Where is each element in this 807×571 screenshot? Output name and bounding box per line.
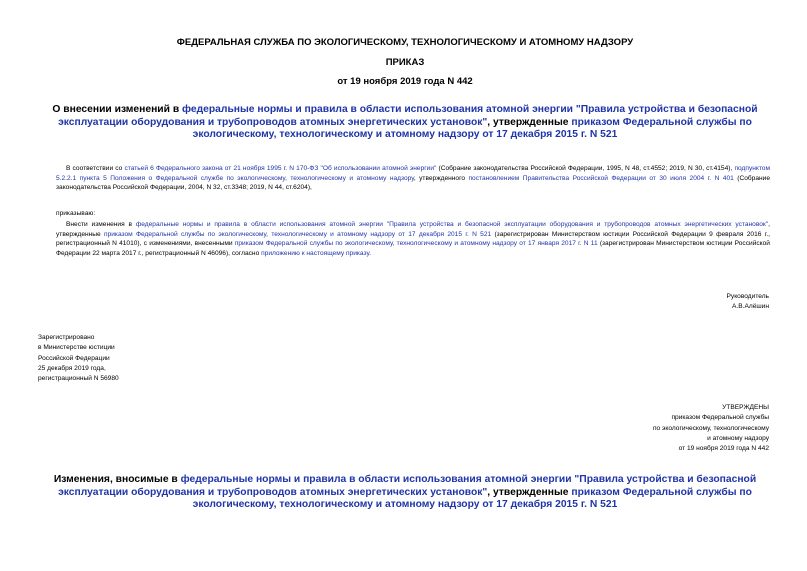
link-regulation-subclause[interactable]: подпунктом 5.2.2.1 пункта 5 Положения о Федеральной службе по экологическому, технологическому и атомному надзору bbox=[56, 165, 770, 182]
agency-name: ФЕДЕРАЛЬНАЯ СЛУЖБА ПО ЭКОЛОГИЧЕСКОМУ, ТЕХНОЛОГИЧЕСКОМУ И АТОМНОМУ НАДЗОРУ bbox=[176, 37, 634, 48]
link-rules[interactable]: федеральные нормы и правила в области использования атомной энергии "Правила устройства и безопасной эксплуатации оборудования и трубопроводов атомных энергетических установок" bbox=[135, 221, 769, 228]
order-title-link-order-521[interactable]: приказом Федеральной службы по экологическому, технологическому и атомному надзору от 17 декабря 2015 г. N 521 bbox=[192, 116, 752, 140]
amendments-title-link-order-521[interactable]: приказом Федеральной службы по экологическому, технологическому и атомному надзору от 17 декабря 2015 г. N 521 bbox=[192, 486, 752, 510]
doc-type: ПРИКАЗ bbox=[385, 57, 425, 68]
amendments-title-text-1: Изменения, вносимые в bbox=[53, 474, 181, 485]
link-appendix[interactable]: приложению к настоящему приказу bbox=[261, 249, 370, 257]
registration-line-2: в Министерстве юстиции bbox=[38, 344, 115, 352]
amendments-title-text-2: , утвержденные bbox=[487, 486, 572, 498]
order-body-paragraph bbox=[56, 220, 770, 258]
registration-block bbox=[38, 333, 119, 384]
amendments-title bbox=[40, 474, 770, 512]
registration-line-1: Зарегистрировано bbox=[38, 334, 95, 341]
preamble-paragraph bbox=[56, 164, 770, 193]
body-text-2: , утвержденные bbox=[56, 221, 770, 238]
approval-line-2: приказом Федеральной службы bbox=[671, 414, 769, 422]
body-text-1: Внести изменения в bbox=[66, 221, 136, 228]
preamble-text-3: , утвержденного bbox=[413, 174, 469, 182]
preamble-text-1: В соответствии со bbox=[66, 165, 125, 172]
link-law-170fz[interactable]: статьей 6 Федерального закона от 21 ноября 1995 г. N 170-ФЗ "Об использовании атомной энергии" bbox=[124, 165, 437, 172]
approval-line-4: и атомному надзору bbox=[707, 434, 769, 442]
preamble-text-4: (Собрание законодательства Российской Федерации, 2004, N 32, ст.3348; 2019, N 44, ст.6204), bbox=[56, 174, 770, 191]
registration-line-4: 25 декабря 2019 года, bbox=[38, 364, 106, 372]
signature-position: Руководитель bbox=[726, 293, 769, 300]
link-government-resolution-401[interactable]: постановлением Правительства Российской Федерации от 30 июля 2004 г. N 401 bbox=[468, 174, 734, 182]
approval-block bbox=[653, 403, 769, 454]
signature-block bbox=[727, 292, 769, 311]
link-order-521[interactable]: приказом Федеральной службы по экологическому, технологическому и атомному надзору от 17 декабря 2015 г. N 521 bbox=[104, 230, 492, 238]
approval-line-1: УТВЕРЖДЕНЫ bbox=[722, 404, 769, 411]
preamble-text-2: (Собрание законодательства Российской Федерации, 1995, N 48, ст.4552; 2019, N 30, ст.4154), bbox=[436, 165, 735, 172]
order-title-text-1: О внесении изменений в bbox=[52, 104, 183, 115]
order-title-link-rules[interactable]: федеральные нормы и правила в области использования атомной энергии "Правила устройства и безопасной эксплуатации оборудования и трубопроводов атомных энергетических установок" bbox=[58, 104, 758, 128]
order-title bbox=[40, 104, 770, 142]
registration-line-5: регистрационный N 56980 bbox=[38, 375, 119, 383]
doc-date-number: от 19 ноября 2019 года N 442 bbox=[337, 76, 473, 87]
amendments-title-link-rules[interactable]: федеральные нормы и правила в области использования атомной энергии "Правила устройства и безопасной эксплуатации оборудования и трубопроводов атомных энергетических установок" bbox=[58, 474, 757, 498]
body-text-3: (зарегистрирован Министерством юстиции Российской Федерации 9 февраля 2016 г., регистрационный N 41010), с изменениями, внесенными bbox=[56, 230, 770, 247]
order-title-text-2: , утвержденные bbox=[487, 116, 572, 128]
signature-name: А.В.Алёшин bbox=[732, 302, 769, 310]
body-text-4: (зарегистрирован Министерством юстиции Российской Федерации 22 марта 2017 г., регистрационный N 46096), согласно bbox=[56, 240, 770, 257]
approval-line-3: по экологическому, технологическому bbox=[652, 424, 769, 432]
link-order-11[interactable]: приказом Федеральной службы по экологическому, технологическому и атомному надзору от 17 января 2017 г. N 11 bbox=[234, 240, 598, 247]
registration-line-3: Российской Федерации bbox=[38, 354, 110, 362]
body-text-5: . bbox=[369, 249, 371, 257]
order-word: приказываю: bbox=[56, 210, 96, 217]
approval-line-5: от 19 ноября 2019 года N 442 bbox=[678, 445, 769, 453]
